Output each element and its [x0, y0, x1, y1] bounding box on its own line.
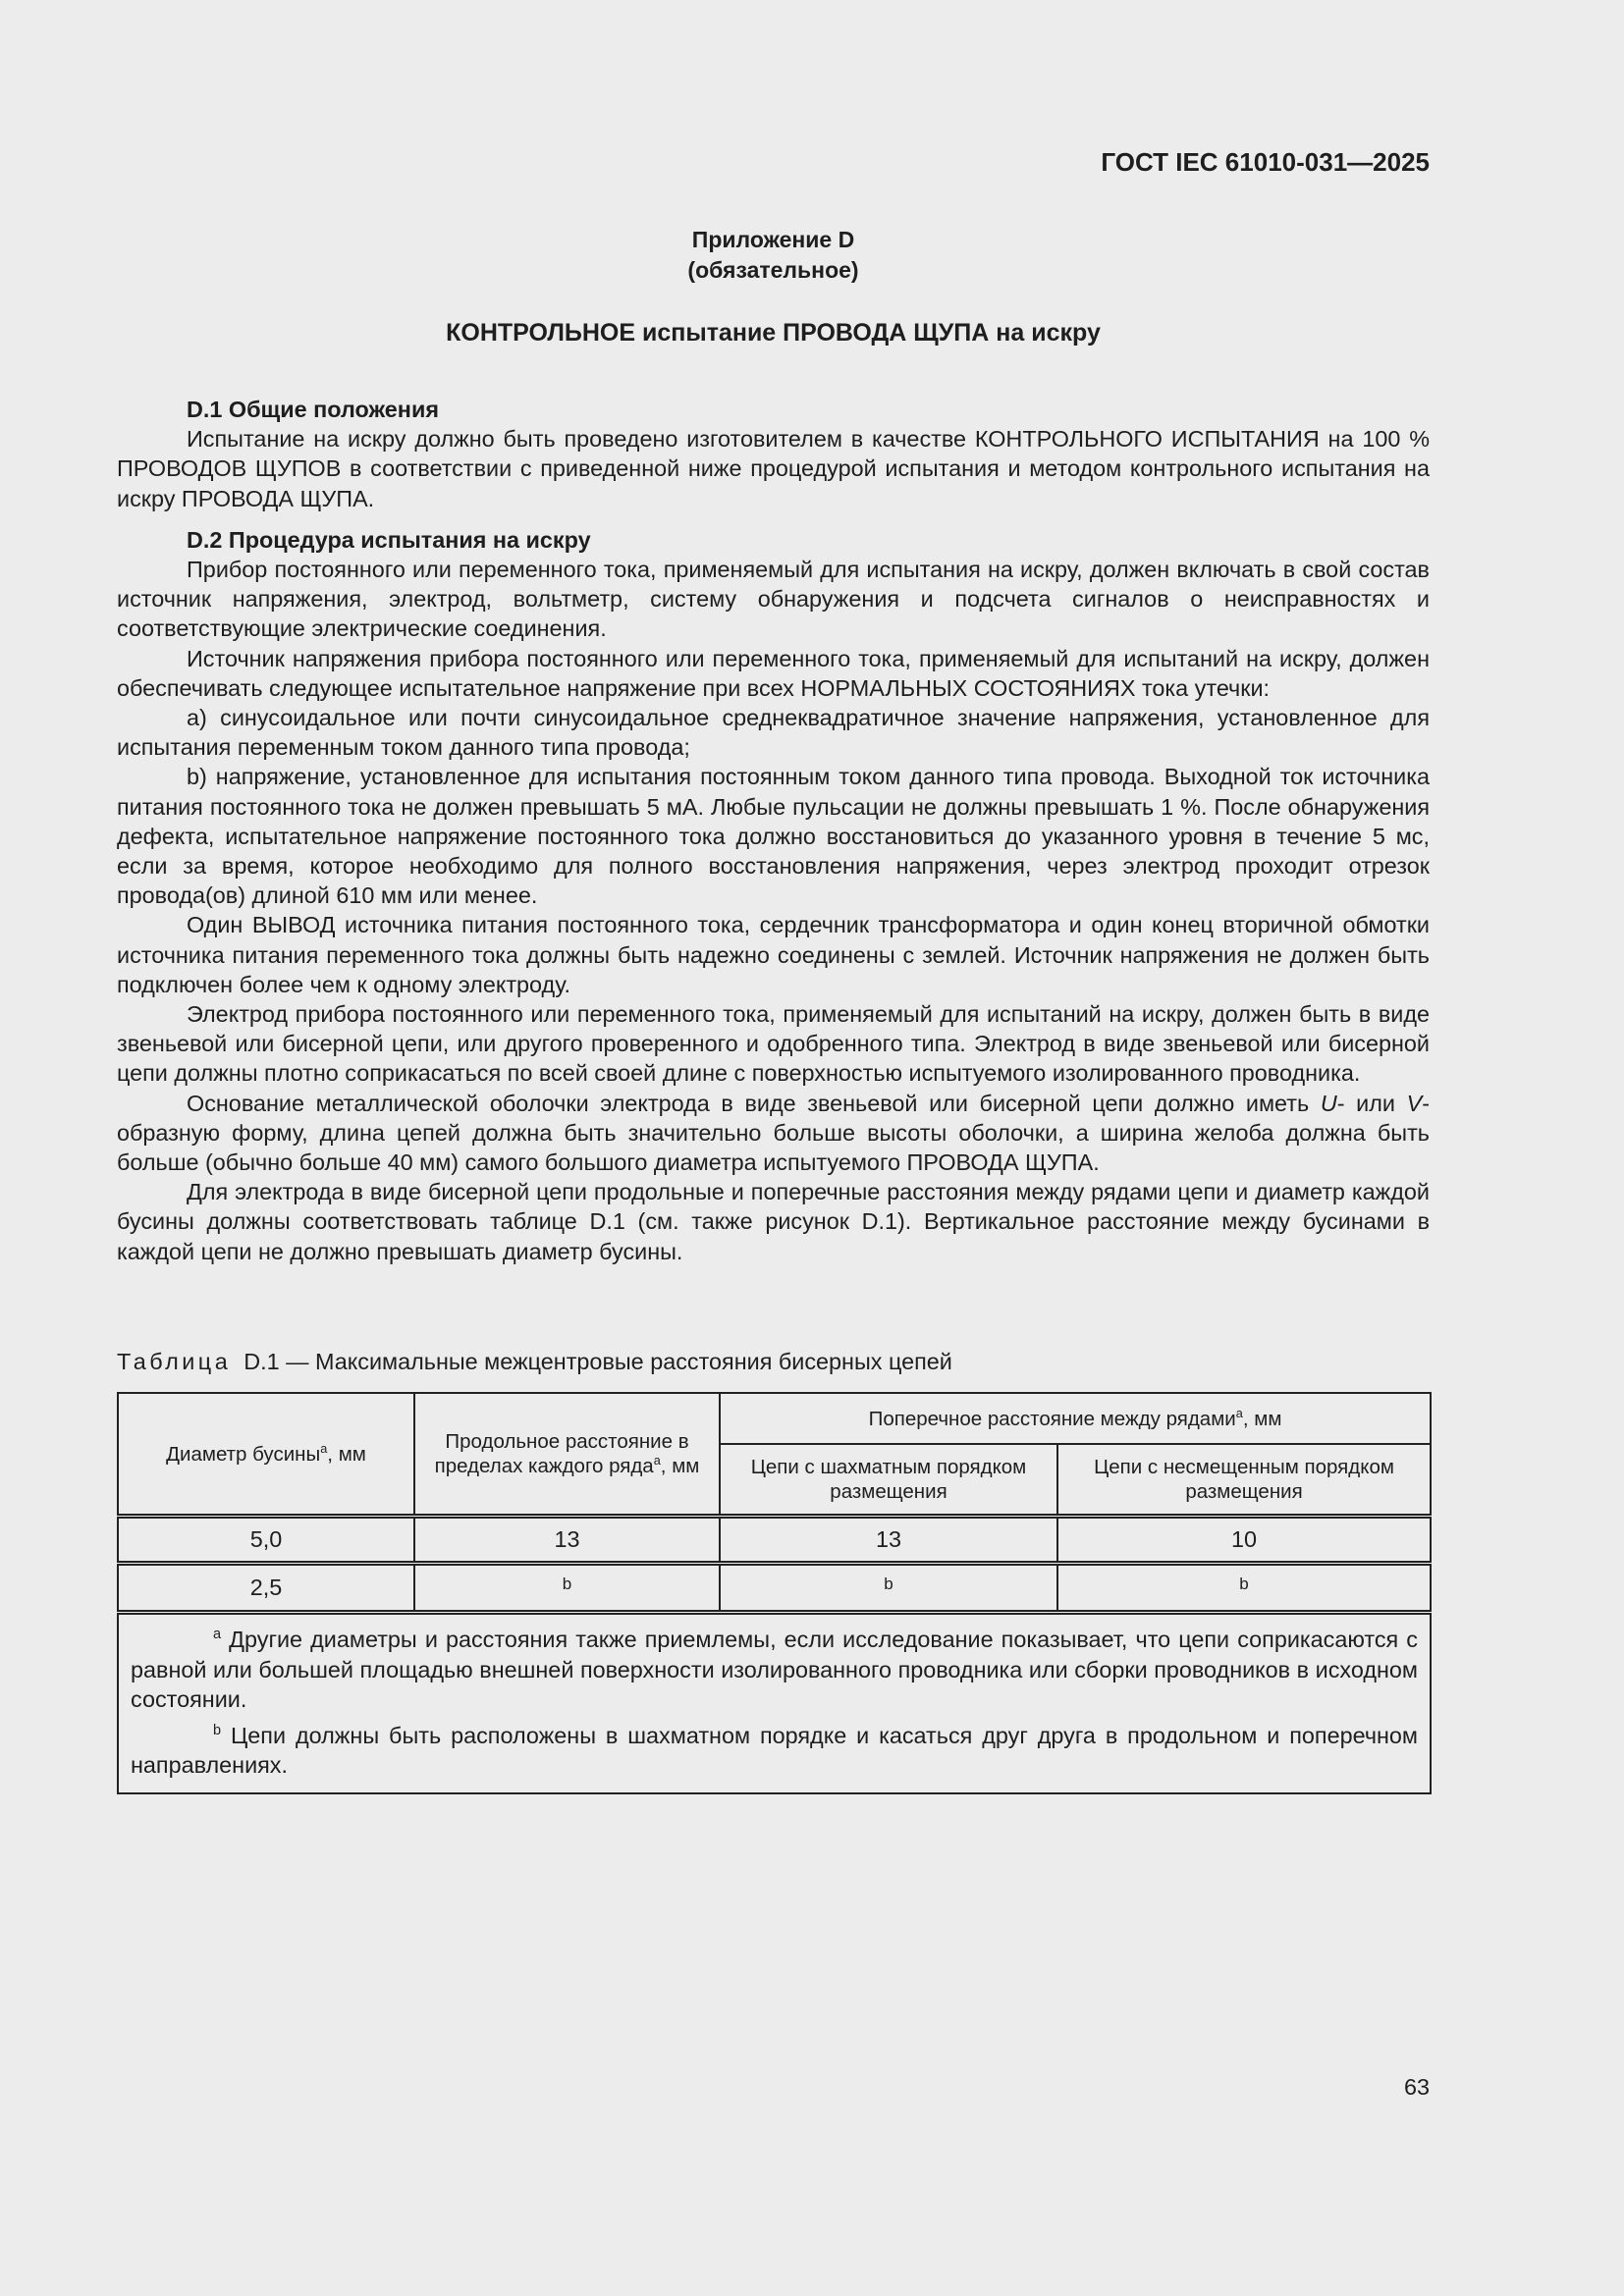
table-footnotes — [118, 1613, 1431, 1793]
document-code: ГОСТ IEC 61010-031—2025 — [1101, 147, 1430, 177]
cell-aligned: b — [1057, 1564, 1431, 1613]
paragraph: Источник напряжения прибора постоянного или переменного тока, применяемый для испытаний на искру, должен обеспечивать следующее испытательное напряжение при всех НОРМАЛЬНЫХ СОСТОЯНИЯХ тока утечки: — [117, 645, 1430, 701]
footnote-mark: a — [653, 1453, 661, 1468]
list-item-a: a) синусоидальное или почти синусоидальное среднеквадратичное значение напряжения, установленное для испытания переменным током данного типа провода; — [117, 705, 1430, 761]
text-fragment: - или — [1336, 1090, 1407, 1116]
header-bead-diameter — [118, 1393, 414, 1517]
table-row — [118, 1517, 1431, 1564]
body-text — [117, 395, 1430, 1266]
table-caption-label: Таблица — [117, 1349, 232, 1374]
table-footnotes-row — [118, 1613, 1431, 1793]
table-d1 — [117, 1392, 1430, 1794]
header-text: Диаметр бусины — [166, 1442, 321, 1466]
section-heading-d1: D.1 Общие положения — [187, 397, 439, 422]
appendix-title: Приложение D — [691, 227, 855, 252]
page-number: 63 — [1403, 2074, 1430, 2100]
footnote-text: Другие диаметры и расстояния также приемлемы, если исследование показывает, что цепи соприкасаются с равной или большей площадью внешней поверхности изолированного проводника или сборки проводников в исходном состоянии. — [131, 1627, 1419, 1712]
header-unit: , мм — [660, 1455, 700, 1477]
cell-longitudinal: b — [414, 1564, 720, 1613]
list-item-b: b) напряжение, установленное для испытания постоянным током данного типа провода. Выходной ток источника питания постоянного тока не должен превышать 5 мА. Любые пульсации не должны превышать 1 %. После обнаружения дефекта, испытательное напряжение постоянного тока должно восстановиться до указанного уровня в течение 5 мс, если за время, которое необходимо для полного восстановления напряжения, через электрод проходит отрезок провода(ов) длиной 610 мм или менее. — [117, 764, 1430, 909]
text-fragment: -образную форму, длина цепей должна быть значительно больше высоты оболочки, а ширина желоба должна быть больше (обычно больше 40 мм) самого большого диаметра испытуемого ПРОВОДА ЩУПА. — [117, 1090, 1430, 1176]
footnote-a — [131, 1625, 1418, 1715]
header-text: Поперечное расстояние между рядами — [868, 1407, 1236, 1430]
cell-aligned: 10 — [1057, 1517, 1431, 1564]
footnote-mark: a — [1235, 1405, 1243, 1420]
footnote-text: Цепи должны быть расположены в шахматном порядке и касаться друг друга в продольном и поперечном направлениях. — [131, 1722, 1419, 1778]
header-unit: , мм — [1242, 1407, 1282, 1430]
cell-staggered: b — [720, 1564, 1057, 1613]
paragraph: Для электрода в виде бисерной цепи продольные и поперечные расстояния между рядами цепи и диаметр каждой бусины должны соответствовать таблице D.1 (см. также рисунок D.1). Вертикальное расстояние между бусинами в каждой цепи не должно превышать диаметр бусины. — [117, 1179, 1430, 1264]
paragraph: Один ВЫВОД источника питания постоянного тока, сердечник трансформатора и один конец вторичной обмотки источника питания переменного тока должны быть надежно соединены с землей. Источник напряжения не должен быть подключен более чем к одному электроду. — [117, 912, 1430, 997]
cell-staggered: 13 — [720, 1517, 1057, 1564]
appendix-status: (обязательное) — [687, 257, 859, 283]
table-caption-text: D.1 — Максимальные межцентровые расстояния бисерных цепей — [244, 1349, 952, 1374]
text-fragment: Основание металлической оболочки электрода в виде звеньевой или бисерной цепи должно иметь — [187, 1090, 1321, 1116]
text-fragment-italic: U — [1320, 1090, 1337, 1116]
header-text: Продольное расстояние в пределах каждого ряда — [434, 1430, 689, 1477]
table-row — [118, 1564, 1431, 1613]
header-transverse — [720, 1393, 1431, 1444]
text-fragment-italic: V — [1406, 1090, 1423, 1116]
main-title: КОНТРОЛЬНОЕ испытание ПРОВОДА ЩУПА на искру — [446, 319, 1101, 347]
bead-chain-table — [117, 1392, 1432, 1794]
footnote-mark: a — [320, 1440, 328, 1456]
cell-diameter: 5,0 — [118, 1517, 414, 1564]
footnote-b — [131, 1721, 1418, 1781]
table-caption — [117, 1349, 952, 1375]
appendix-heading — [117, 225, 1430, 286]
footnote-mark: a — [213, 1627, 222, 1643]
paragraph: Электрод прибора постоянного или переменного тока, применяемый для испытаний на искру, должен быть в виде звеньевой или бисерной цепи, или другого проверенного и одобренного типа. Электрод в виде звеньевой или бисерной цепи должны плотно соприкасаться по всей своей длине с поверхностью испытуемого изолированного проводника. — [117, 1001, 1430, 1087]
cell-longitudinal: 13 — [414, 1517, 720, 1564]
header-staggered: Цепи с шахматным порядком размещения — [720, 1444, 1057, 1517]
section-heading-d2: D.2 Процедура испытания на искру — [187, 526, 591, 553]
header-aligned: Цепи с несмещенным порядком размещения — [1057, 1444, 1431, 1517]
header-longitudinal — [414, 1393, 720, 1517]
footnote-mark: b — [213, 1722, 222, 1738]
cell-diameter: 2,5 — [118, 1564, 414, 1613]
paragraph: Прибор постоянного или переменного тока, применяемый для испытания на искру, должен включать в свой состав источник напряжения, электрод, вольтметр, систему обнаружения и подсчета сигналов о неисправностях и соответствующие электрические соединения. — [117, 557, 1430, 642]
paragraph: Испытание на искру должно быть проведено изготовителем в качестве КОНТРОЛЬНОГО ИСПЫТАНИЯ на 100 % ПРОВОДОВ ЩУПОВ в соответствии с приведенной ниже процедурой испытания и методом контрольного испытания на искру ПРОВОДА ЩУПА. — [117, 426, 1430, 511]
paragraph — [117, 1089, 1430, 1178]
header-unit: , мм — [327, 1442, 366, 1466]
